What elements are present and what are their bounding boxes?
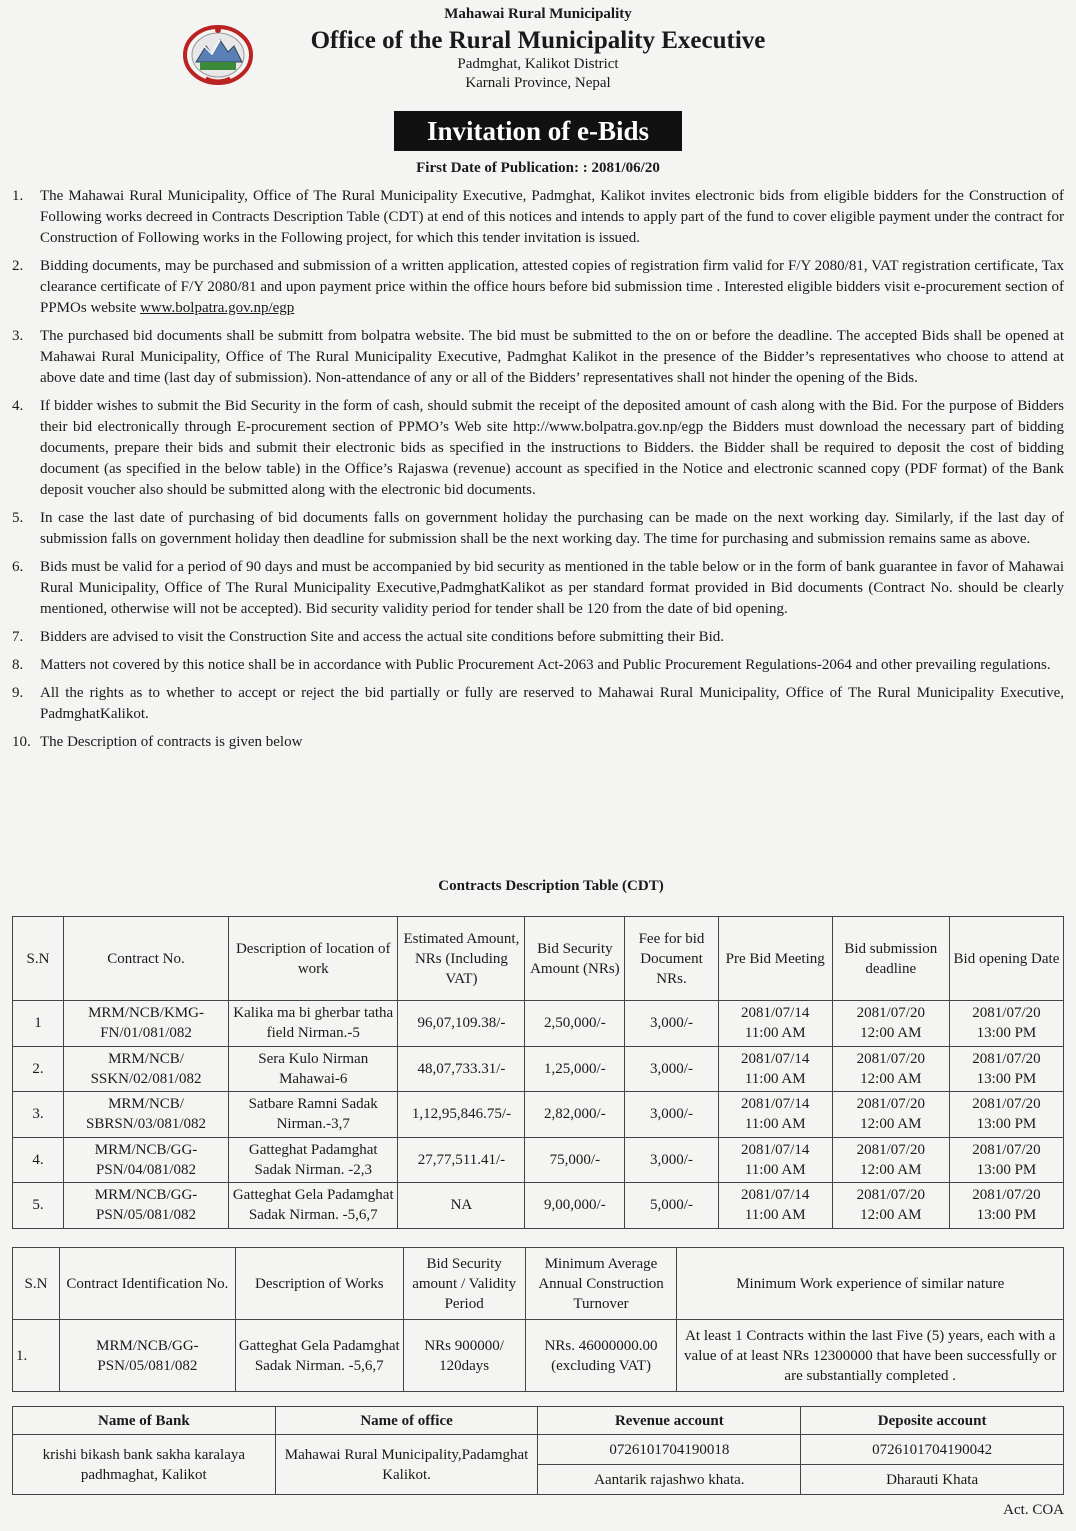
notice-paragraph: [12, 732, 1064, 753]
revenue-account-no: 0726101704190018: [538, 1435, 801, 1465]
paragraph-number: 7.: [12, 629, 24, 645]
cdt-open_time: 13:00 PM: [976, 1116, 1037, 1133]
bank-header-name: Name of Bank: [13, 1407, 276, 1435]
cdt-cell-open: [949, 1183, 1063, 1229]
paragraph-body: If bidder wishes to submit the Bid Security in the form of cash, should submit the receipt of the deposited amount of cash along with the Bid. For the purpose of Bidders their bid electronically through E-procurement section of PPMO’s Web site http://www.bolpatra.gov.np/egp the Bidders must download the necessary part of bidding documents, prepare their bids and submit their electronic bids as specified in the instructions to Bidders. the Bidder shall be required to deposit the cost of bidding document (as specified in the below table) in the Office’s Rajaswa (revenue) account as specified in the Notice and electronic scanned copy (PDF format) of the Bank deposit voucher also should be submitted along with the electronic bid documents.: [40, 398, 1064, 498]
cdt-open_time: 13:00 PM: [976, 1207, 1037, 1224]
cdt-header-cell: S.N: [13, 917, 64, 1001]
cdt-cell-sub: [832, 1001, 949, 1047]
cdt-cell-open: [949, 1137, 1063, 1183]
cdt-cell-contract: MRM/NCB/ SBRSN/03/081/082: [64, 1092, 229, 1138]
cdt-header-cell: Bid Security Amount (NRs): [525, 917, 625, 1001]
cdt-cell-prebid: [718, 1183, 832, 1229]
invitation-title: Invitation of e-Bids: [394, 111, 682, 151]
notice-paragraph: [12, 396, 1064, 501]
cdt-cell-sub: [832, 1046, 949, 1092]
cdt-sub_time: 12:00 AM: [860, 1207, 922, 1224]
paragraph-number: 9.: [12, 685, 24, 701]
qual-contract: MRM/NCB/GG-PSN/05/081/082: [59, 1320, 235, 1392]
paragraph-body: All the rights as to whether to accept or reject the bid partially or fully are reserved to Mahawai Rural Municipality, Office of The Rural Municipality Executive, PadmghatKalikot.: [40, 685, 1064, 722]
cdt-prebid_date: 2081/07/14: [741, 1187, 810, 1204]
deposit-account-no: 0726101704190042: [801, 1435, 1064, 1465]
cdt-cell-prebid: [718, 1137, 832, 1183]
cdt-cell-amount: 1,12,95,846.75/-: [398, 1092, 525, 1138]
cdt-sub_date: 2081/07/20: [856, 1187, 925, 1204]
cdt-sub_time: 12:00 AM: [860, 1116, 922, 1133]
paragraph-text: [40, 256, 1064, 319]
paragraph-text: [40, 683, 1064, 725]
cdt-cell-desc: Kalika ma bi gherbar tatha field Nirman.-5: [229, 1001, 398, 1047]
qual-turnover: NRs. 46000000.00 (excluding VAT): [525, 1320, 677, 1392]
revenue-account-name: Aantarik rajashwo khata.: [538, 1465, 801, 1495]
qual-header-contract: Contract Identification No.: [59, 1248, 235, 1320]
cdt-row: [13, 1092, 1064, 1138]
cdt-header-cell: Estimated Amount, NRs (Including VAT): [398, 917, 525, 1001]
cdt-cell-open: [949, 1092, 1063, 1138]
cdt-header-cell: Pre Bid Meeting: [718, 917, 832, 1001]
notice-paragraph: [12, 557, 1064, 620]
paragraph-number: 10.: [12, 734, 31, 750]
address-line-2: Karnali Province, Nepal: [465, 75, 611, 91]
qualification-table: [12, 1247, 1064, 1392]
cdt-cell-sub: [832, 1183, 949, 1229]
cdt-prebid_time: 11:00 AM: [744, 1207, 806, 1224]
qual-security: NRs 900000/ 120days: [403, 1320, 525, 1392]
cdt-header-cell: Bid opening Date: [949, 917, 1063, 1001]
qual-sn: 1.: [13, 1320, 60, 1392]
cdt-open_date: 2081/07/20: [972, 1096, 1041, 1113]
notice-paragraph: [12, 186, 1064, 249]
cdt-row: [13, 1001, 1064, 1047]
cdt-prebid_time: 11:00 AM: [744, 1025, 806, 1042]
cdt-cell-desc: Gatteghat Gela Padamghat Sadak Nirman. -5,6,7: [229, 1183, 398, 1229]
cdt-cell-sn: 4.: [13, 1137, 64, 1183]
footer-note: Act. COA: [1003, 1502, 1064, 1518]
cdt-cell-contract: MRM/NCB/GG-PSN/04/081/082: [64, 1137, 229, 1183]
qual-experience: At least 1 Contracts within the last Five (5) years, each with a value of at least NRs 12300000 that have been successfully or are substantially completed .: [677, 1320, 1064, 1392]
cdt-cell-fee: 5,000/-: [625, 1183, 718, 1229]
paragraph-text: [40, 732, 1064, 753]
paragraph-number: 1.: [12, 188, 24, 204]
publication-date: First Date of Publication: : 2081/06/20: [416, 160, 660, 176]
cdt-cell-sn: 2.: [13, 1046, 64, 1092]
paragraph-text: [40, 326, 1064, 389]
cdt-cell-fee: 3,000/-: [625, 1137, 718, 1183]
paragraph-text: [40, 627, 1064, 648]
cdt-open_time: 13:00 PM: [976, 1070, 1037, 1087]
cdt-sub_time: 12:00 AM: [860, 1070, 922, 1087]
cdt-sub_date: 2081/07/20: [856, 1141, 925, 1158]
contracts-description-table: [12, 916, 1064, 1229]
cdt-cell-security: 2,50,000/-: [525, 1001, 625, 1047]
qual-header-row: [13, 1248, 1064, 1320]
qual-row: [13, 1320, 1064, 1392]
cdt-cell-open: [949, 1046, 1063, 1092]
cdt-cell-security: 9,00,000/-: [525, 1183, 625, 1229]
cdt-cell-desc: Satbare Ramni Sadak Nirman.-3,7: [229, 1092, 398, 1138]
bolpatra-link[interactable]: www.bolpatra.gov.np/egp: [140, 300, 295, 316]
paragraph-body: Matters not covered by this notice shall be in accordance with Public Procurement Act-2063 and Public Procurement Regulations-2064 and other prevailing regulations.: [40, 657, 1051, 673]
cdt-prebid_date: 2081/07/14: [741, 1096, 810, 1113]
bank-header-revenue: Revenue account: [538, 1407, 801, 1435]
notice-paragraph: [12, 655, 1064, 676]
cdt-prebid_time: 11:00 AM: [744, 1161, 806, 1178]
cdt-sub_date: 2081/07/20: [856, 1050, 925, 1067]
cdt-cell-prebid: [718, 1092, 832, 1138]
cdt-header-cell: Contract No.: [64, 917, 229, 1001]
cdt-cell-fee: 3,000/-: [625, 1046, 718, 1092]
cdt-row: [13, 1046, 1064, 1092]
cdt-prebid_time: 11:00 AM: [744, 1070, 806, 1087]
org-name: Mahawai Rural Municipality: [444, 6, 632, 22]
cdt-open_date: 2081/07/20: [972, 1141, 1041, 1158]
cdt-prebid_date: 2081/07/14: [741, 1050, 810, 1067]
qual-desc: Gatteghat Gela Padamghat Sadak Nirman. -5,6,7: [235, 1320, 403, 1392]
address-line-1: Padmghat, Kalikot District: [457, 56, 619, 72]
cdt-open_date: 2081/07/20: [972, 1005, 1041, 1022]
office-name: Office of the Rural Municipality Executive: [310, 27, 766, 54]
cdt-cell-prebid: [718, 1046, 832, 1092]
bank-name: krishi bikash bank sakha karalaya padhmaghat, Kalikot: [13, 1435, 276, 1495]
cdt-prebid_date: 2081/07/14: [741, 1141, 810, 1158]
notice-paragraph: [12, 326, 1064, 389]
cdt-cell-desc: Gatteghat Padamghat Sadak Nirman. -2,3: [229, 1137, 398, 1183]
cdt-cell-amount: 27,77,511.41/-: [398, 1137, 525, 1183]
cdt-cell-desc: Sera Kulo Nirman Mahawai-6: [229, 1046, 398, 1092]
cdt-cell-security: 1,25,000/-: [525, 1046, 625, 1092]
paragraph-number: 4.: [12, 398, 24, 414]
paragraph-body: The purchased bid documents shall be submitt from bolpatra website. The bid must be submitted to the on or before the deadline. The accepted Bids shall be opened at Mahawai Rural Municipality, Office of The Rural Municipality Executive, Padmghat Kalikot in the presence of the Bidder’s representatives who choose to attend at above date and time (last day of submission). Non-attendance of any or all of the Bidders’ representatives shall not hinder the opening of the Bids.: [40, 328, 1064, 386]
cdt-header-cell: Fee for bid Document NRs.: [625, 917, 718, 1001]
cdt-cell-sub: [832, 1092, 949, 1138]
notice-paragraphs: [12, 186, 1064, 760]
paragraph-text: [40, 557, 1064, 620]
cdt-cell-sn: 3.: [13, 1092, 64, 1138]
paragraph-number: 3.: [12, 328, 24, 344]
paragraph-body: Bids must be valid for a period of 90 days and must be accompanied by bid security as mentioned in the table below or in the form of bank guarantee in favor of Mahawai Rural Municipality, Office of The Rural Municipality Executive,PadmghatKalikot as per standard format provided in Bid documents (Contract No. should be clearly mentioned, otherwise will not be accepted). Bid security validity period for tender shall be 120 from the date of bid opening.: [40, 559, 1064, 617]
cdt-open_date: 2081/07/20: [972, 1050, 1041, 1067]
cdt-cell-contract: MRM/NCB/KMG-FN/01/081/082: [64, 1001, 229, 1047]
paragraph-number: 8.: [12, 657, 24, 673]
paragraph-body: The Description of contracts is given below: [40, 734, 303, 750]
cdt-cell-fee: 3,000/-: [625, 1001, 718, 1047]
paragraph-number: 2.: [12, 258, 24, 274]
paragraph-text: [40, 186, 1064, 249]
paragraph-text: [40, 508, 1064, 550]
cdt-cell-prebid: [718, 1001, 832, 1047]
bank-header-row: [13, 1407, 1064, 1435]
cdt-cell-contract: MRM/NCB/ SSKN/02/081/082: [64, 1046, 229, 1092]
cdt-sub_time: 12:00 AM: [860, 1025, 922, 1042]
bank-header-deposit: Deposite account: [801, 1407, 1064, 1435]
bank-row-numbers: [13, 1435, 1064, 1465]
cdt-sub_date: 2081/07/20: [856, 1096, 925, 1113]
paragraph-number: 5.: [12, 510, 24, 526]
qual-header-sn: S.N: [13, 1248, 60, 1320]
cdt-header-row: [13, 917, 1064, 1001]
notice-paragraph: [12, 256, 1064, 319]
cdt-cell-amount: 96,07,109.38/-: [398, 1001, 525, 1047]
nepal-emblem-icon: [182, 24, 254, 86]
qual-header-desc: Description of Works: [235, 1248, 403, 1320]
cdt-row: [13, 1183, 1064, 1229]
paragraph-body: Bidding documents, may be purchased and submission of a written application, attested copies of registration firm valid for F/Y 2080/81, VAT registration certificate, Tax clearance certificate of F/Y 2080/81 and upon payment price within the office hours before bid submission time . Interested eligible bidders visit e-procurement section of PPMOs website: [40, 258, 1064, 316]
cdt-prebid_date: 2081/07/14: [741, 1005, 810, 1022]
cdt-open_date: 2081/07/20: [972, 1187, 1041, 1204]
cdt-cell-sn: 1: [13, 1001, 64, 1047]
cdt-open_time: 13:00 PM: [976, 1025, 1037, 1042]
cdt-open_time: 13:00 PM: [976, 1161, 1037, 1178]
cdt-row: [13, 1137, 1064, 1183]
cdt-cell-amount: 48,07,733.31/-: [398, 1046, 525, 1092]
cdt-header-cell: Description of location of work: [229, 917, 398, 1001]
cdt-sub_time: 12:00 AM: [860, 1161, 922, 1178]
cdt-sub_date: 2081/07/20: [856, 1005, 925, 1022]
notice-paragraph: [12, 627, 1064, 648]
notice-paragraph: [12, 683, 1064, 725]
notice-paragraph: [12, 508, 1064, 550]
paragraph-text: [40, 396, 1064, 501]
qual-header-security: Bid Security amount / Validity Period: [403, 1248, 525, 1320]
cdt-header-cell: Bid submission deadline: [832, 917, 949, 1001]
office-name-cell: Mahawai Rural Municipality,Padamghat Kalikot.: [275, 1435, 538, 1495]
cdt-cell-amount: NA: [398, 1183, 525, 1229]
cdt-prebid_time: 11:00 AM: [744, 1116, 806, 1133]
qual-header-experience: Minimum Work experience of similar nature: [677, 1248, 1064, 1320]
cdt-cell-security: 2,82,000/-: [525, 1092, 625, 1138]
paragraph-text: [40, 655, 1064, 676]
cdt-cell-sub: [832, 1137, 949, 1183]
paragraph-body: Bidders are advised to visit the Construction Site and access the actual site conditions before submitting their Bid.: [40, 629, 725, 645]
paragraph-body: In case the last date of purchasing of bid documents falls on government holiday the purchasing can be made on the next working day. Similarly, if the last day of submission falls on government holiday then deadline for submission shall be the next working day. The time for purchasing and submission remains same as above.: [40, 510, 1064, 547]
deposit-account-name: Dharauti Khata: [801, 1465, 1064, 1495]
bank-header-office: Name of office: [275, 1407, 538, 1435]
cdt-title: Contracts Description Table (CDT): [438, 878, 664, 894]
cdt-cell-fee: 3,000/-: [625, 1092, 718, 1138]
paragraph-number: 6.: [12, 559, 24, 575]
qual-header-turnover: Minimum Average Annual Construction Turnover: [525, 1248, 677, 1320]
bank-details-table: [12, 1406, 1064, 1495]
cdt-cell-sn: 5.: [13, 1183, 64, 1229]
header: [0, 6, 1076, 93]
cdt-cell-contract: MRM/NCB/GG-PSN/05/081/082: [64, 1183, 229, 1229]
paragraph-body: The Mahawai Rural Municipality, Office of The Rural Municipality Executive, Padmghat, Kalikot invites electronic bids from eligible bidders for the Construction of Following works decreed in Contracts Description Table (CDT) at end of this notices and intends to apply part of the fund to cover eligible payment under the contract for Construction of Following works in the Following project, for which this tender invitation is issued.: [40, 188, 1064, 246]
cdt-cell-open: [949, 1001, 1063, 1047]
cdt-cell-security: 75,000/-: [525, 1137, 625, 1183]
